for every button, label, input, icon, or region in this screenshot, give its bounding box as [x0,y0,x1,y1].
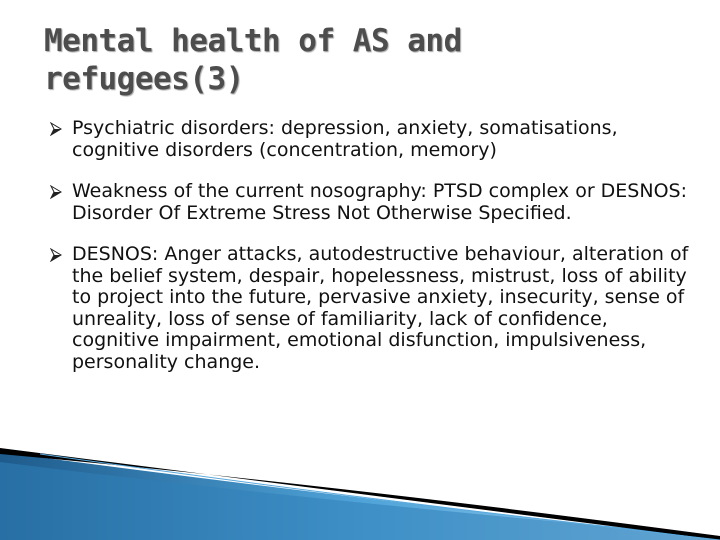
bullet-text: Psychiatric disorders: depression, anxiety, somatisations, cognitive disorders (concentration, memory) [72,117,618,161]
slide-title-line-1: Mental health of AS and [44,23,462,59]
bullet-item [50,181,700,224]
bullet-item [50,244,700,373]
arrow-bullet-icon [50,248,62,262]
bullet-text: Weakness of the current nosography: PTSD complex or DESNOS: Disorder Of Extreme Stress Not Otherwise Specified. [72,180,687,224]
bullet-text: DESNOS: Anger attacks, autodestructive behaviour, alteration of the belief system, despair, hopelessness, mistrust, loss of ability to project into the future, pervasive anxiety, insecurity, sense of unreality, loss of sense of familiarity, lack of confidence, cognitive impairment, emotional disfunction, impulsiveness, personality change. [72,243,689,373]
slide-title-line-2: refugees(3) [44,61,244,97]
bullet-list [50,118,700,393]
slide-title [44,22,664,98]
arrow-bullet-icon [50,122,62,136]
arrow-bullet-icon [50,185,62,199]
decorative-swoosh [0,440,720,540]
bullet-item [50,118,700,161]
